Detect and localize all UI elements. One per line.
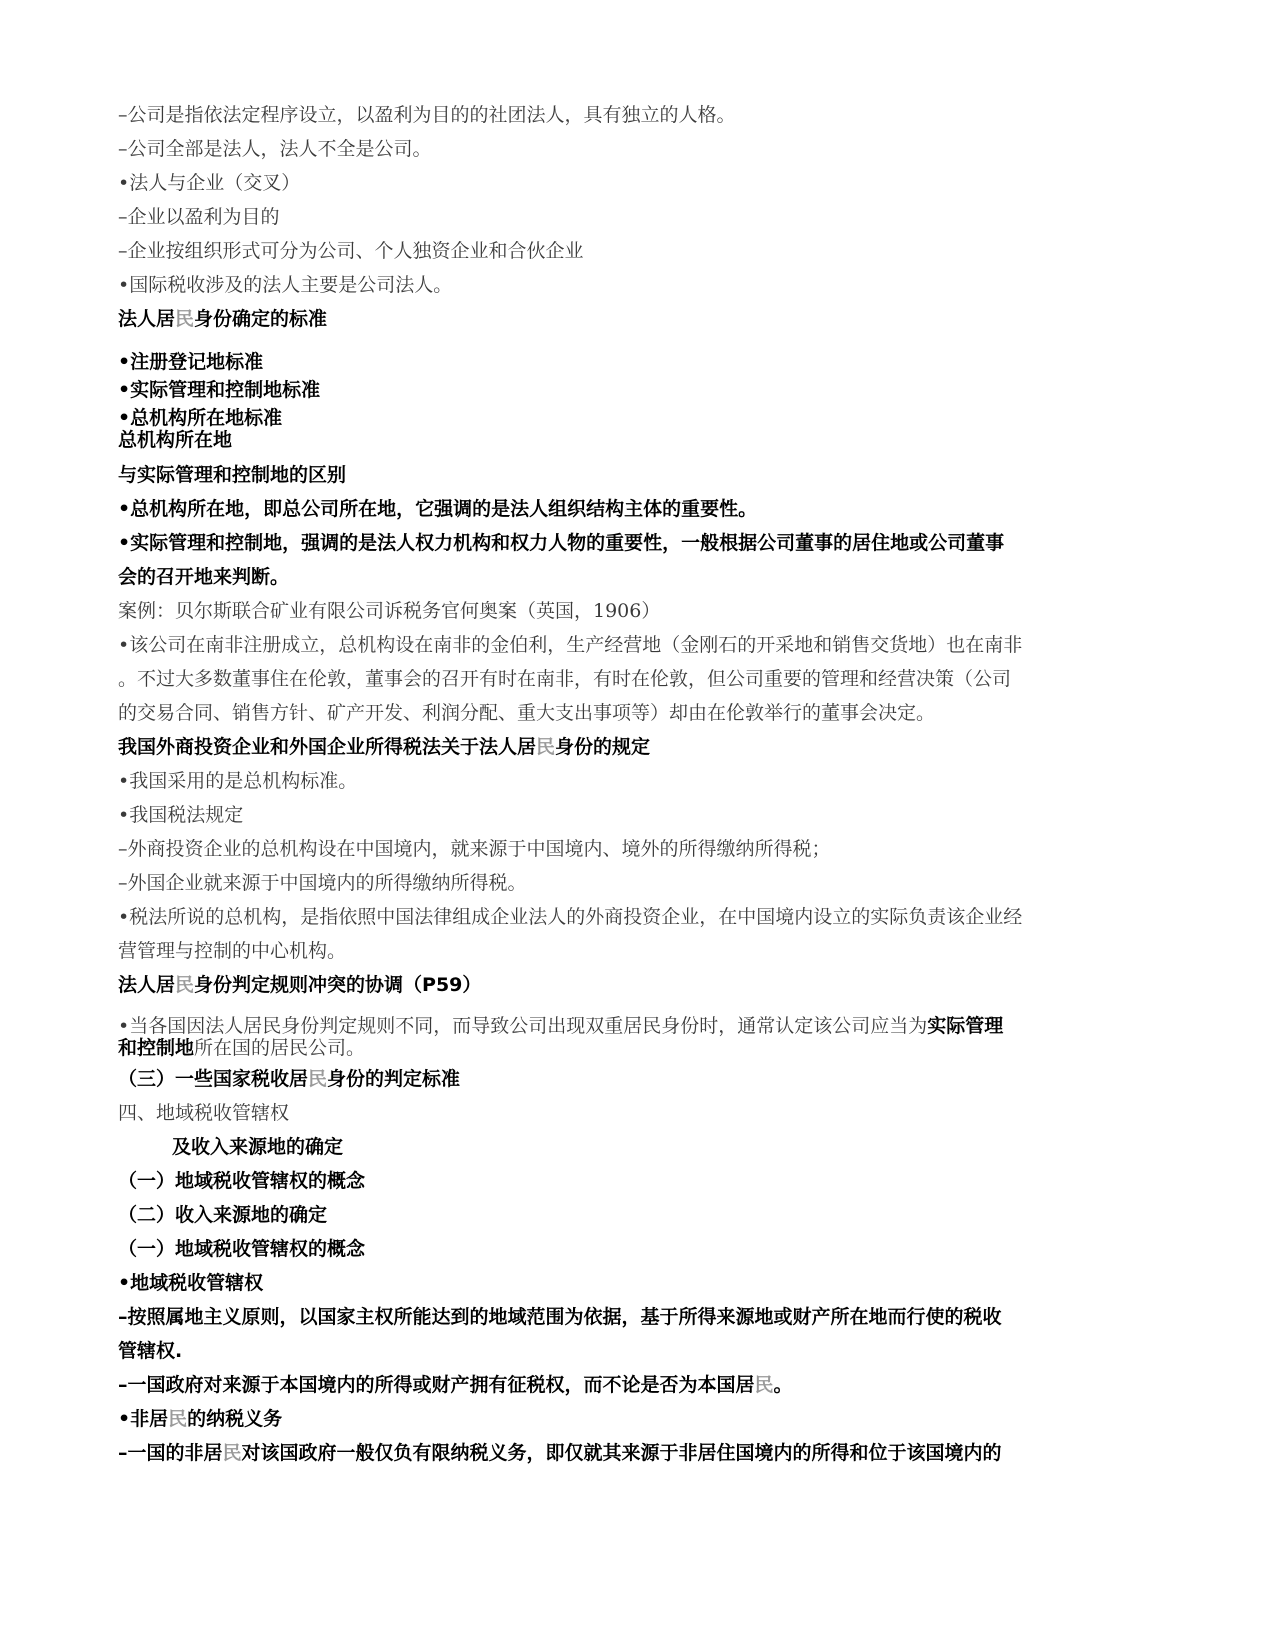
- text-line: –公司是指依法定程序设立，以盈利为目的的社团法人，具有独立的人格。: [118, 104, 736, 126]
- text-line: –外国企业就来源于中国境内的所得缴纳所得税。: [118, 872, 527, 894]
- text-line: 营管理与控制的中心机构。: [118, 940, 347, 962]
- text-char-faded: 民: [222, 1442, 242, 1464]
- section-heading: （一）地域税收管辖权的概念: [118, 1170, 366, 1192]
- text-emphasis: 和控制地: [118, 1037, 195, 1059]
- text-line: –企业以盈利为目的: [118, 206, 280, 228]
- text-line: •税法所说的总机构，是指依照中国法律组成企业法人的外商投资企业，在中国境内设立的实际负责该企业经: [118, 906, 1023, 928]
- text-segment: 对该国政府一般仅负有限纳税义务，即仅就其来源于非居住国境内的所得和位于该国境内的: [241, 1442, 1002, 1464]
- text-line: –按照属地主义原则，以国家主权所能达到的地域范围为依据，基于所得来源地或财产所在地而行使的税收: [118, 1306, 1002, 1328]
- text-line: [118, 1436, 1178, 1470]
- heading-text: 法人居: [118, 974, 176, 996]
- bullet-item: •实际管理和控制地，强调的是法人权力机构和权力人物的重要性，一般根据公司董事的居住地或公司董事: [118, 532, 1005, 554]
- heading-text: 我国外商投资企业和外国企业所得税法关于法人居: [118, 736, 537, 758]
- text-line: –外商投资企业的总机构设在中国境内，就来源于中国境内、境外的所得缴纳所得税；: [118, 838, 831, 860]
- section-heading: 总机构所在地: [118, 429, 233, 451]
- heading-text: 身份确定的标准: [194, 308, 328, 330]
- text-segment: –一国政府对来源于本国境内的所得或财产拥有征税权，而不论是否为本国居: [118, 1374, 755, 1396]
- text-line: –公司全部是法人，法人不全是公司。: [118, 138, 432, 160]
- heading-text: 身份的规定: [555, 736, 651, 758]
- text-line: •法人与企业（交叉）: [118, 172, 301, 194]
- section-heading: （一）地域税收管辖权的概念: [118, 1238, 366, 1260]
- text-line: [118, 1036, 1178, 1060]
- text-char-faded: 民: [754, 1374, 774, 1396]
- heading-char-faded: 民: [175, 974, 195, 996]
- text-line: 四、地域税收管辖权: [118, 1102, 290, 1124]
- text-segment: –一国的非居: [118, 1442, 223, 1464]
- heading-text: 身份判定规则冲突的协调（P59）: [194, 974, 482, 996]
- bullet-item: [118, 1402, 1178, 1436]
- section-heading: 与实际管理和控制地的区别: [118, 464, 347, 486]
- bullet-item: •地域税收管辖权: [118, 1272, 264, 1294]
- section-heading: （二）收入来源地的确定: [118, 1204, 328, 1226]
- text-segment: 的纳税义务: [187, 1408, 283, 1430]
- section-heading: [118, 730, 1178, 764]
- heading-text: 身份的判定标准: [327, 1068, 461, 1090]
- text-segment: 所在国的居民公司。: [194, 1037, 366, 1059]
- text-segment: •当各国因法人居民身份判定规则不同，而导致公司出现双重居民身份时，通常认定该公司应当为: [118, 1015, 928, 1037]
- section-heading: [118, 1062, 1178, 1096]
- text-line: 的交易合同、销售方针、矿产开发、利润分配、重大支出事项等）却由在伦敦举行的董事会决定。: [118, 702, 936, 724]
- text-segment: •非居: [118, 1408, 169, 1430]
- text-char-faded: 民: [168, 1408, 188, 1430]
- text-segment: 。: [773, 1374, 793, 1396]
- bullet-item: •总机构所在地，即总公司所在地，它强调的是法人组织结构主体的重要性。: [118, 498, 758, 520]
- text-line: [118, 1368, 1178, 1402]
- text-emphasis: 实际管理: [927, 1015, 1004, 1037]
- text-line: –企业按组织形式可分为公司、个人独资企业和合伙企业: [118, 240, 584, 262]
- text-line: [118, 1014, 1178, 1038]
- heading-text: （三）一些国家税收居: [118, 1068, 309, 1090]
- bullet-item-continued: 会的召开地来判断。: [118, 566, 290, 588]
- text-line: •我国税法规定: [118, 804, 244, 826]
- text-line: •我国采用的是总机构标准。: [118, 770, 358, 792]
- section-heading: [118, 968, 1178, 1002]
- section-heading: [118, 302, 1178, 336]
- bullet-item: •实际管理和控制地标准: [118, 379, 321, 401]
- text-line: •国际税收涉及的法人主要是公司法人。: [118, 274, 453, 296]
- section-heading: 及收入来源地的确定: [172, 1136, 344, 1158]
- heading-char-faded: 民: [175, 308, 195, 330]
- text-line: •该公司在南非注册成立，总机构设在南非的金伯利，生产经营地（金刚石的开采地和销售交货地）也在南非: [118, 634, 1023, 656]
- bullet-item: •注册登记地标准: [118, 351, 264, 373]
- text-line: 管辖权.: [118, 1340, 183, 1362]
- text-line: 。不过大多数董事住在伦敦，董事会的召开有时在南非，有时在伦敦，但公司重要的管理和经营决策（公司: [118, 668, 1012, 690]
- heading-char-faded: 民: [536, 736, 556, 758]
- heading-char-faded: 民: [308, 1068, 328, 1090]
- bullet-item: •总机构所在地标准: [118, 407, 283, 429]
- heading-text: 法人居: [118, 308, 176, 330]
- case-title: 案例：贝尔斯联合矿业有限公司诉税务官何奥案（英国，1906）: [118, 600, 661, 622]
